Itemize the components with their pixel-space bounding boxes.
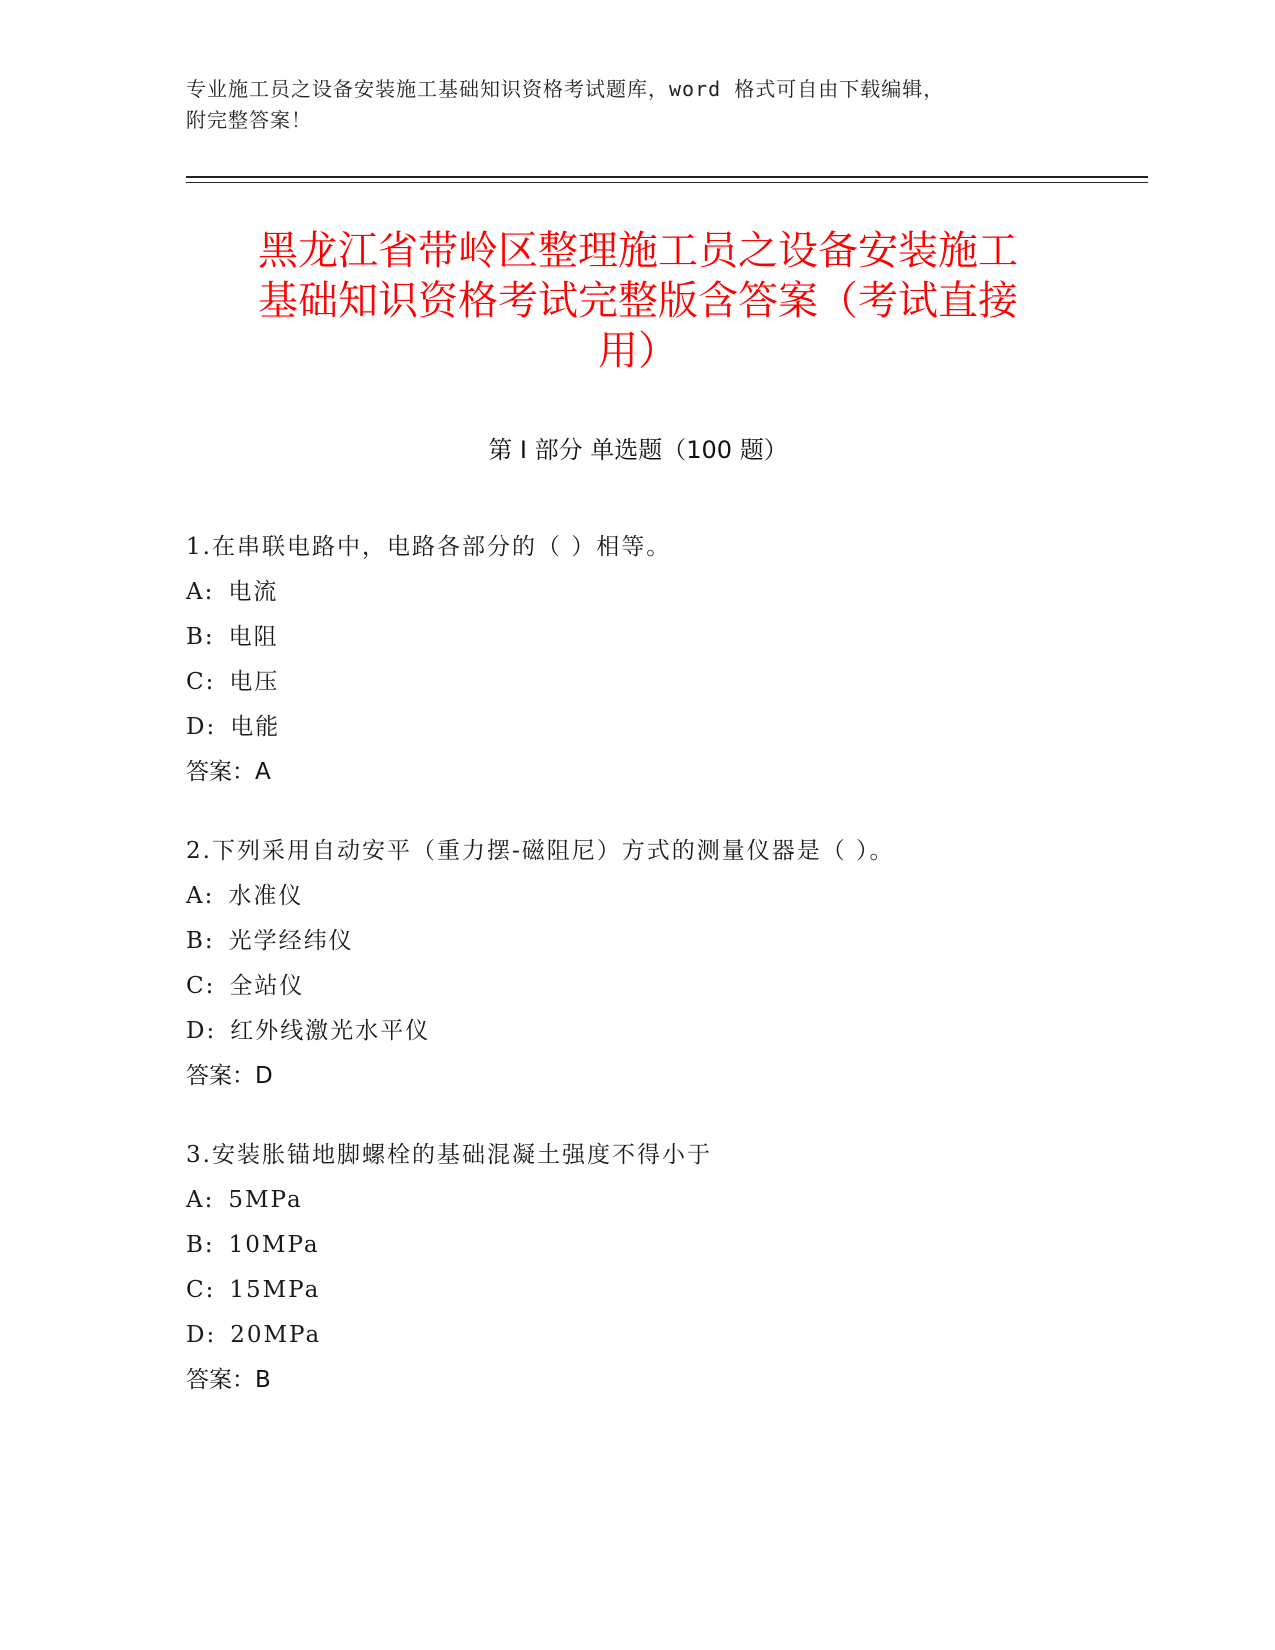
option-label: B: <box>186 1232 215 1258</box>
header-note-line-1: 专业施工员之设备安装施工基础知识资格考试题库，word 格式可自由下载编辑， <box>186 77 945 101</box>
option-b <box>186 615 1146 660</box>
document-title-line-3: 用） <box>598 328 678 374</box>
option-b <box>186 1223 1146 1268</box>
option-text: 全站仪 <box>229 973 305 999</box>
answer-line: 答案：B <box>186 1367 271 1393</box>
option-text: 水准仪 <box>228 883 304 909</box>
answer-line: 答案：A <box>186 759 271 785</box>
answer-line: 答案：D <box>186 1063 273 1089</box>
option-text: 15MPa <box>229 1277 321 1303</box>
option-c <box>186 964 1146 1009</box>
question-3 <box>186 1133 1146 1403</box>
option-label: B: <box>186 928 215 954</box>
option-text: 电流 <box>228 579 279 605</box>
question-stem: 3.安装胀锚地脚螺栓的基础混凝土强度不得小于 <box>186 1142 712 1168</box>
header-divider-thick <box>186 176 1148 178</box>
option-b <box>186 919 1146 964</box>
option-label: A: <box>186 883 215 909</box>
section-heading: 第 I 部分 单选题（100 题） <box>488 436 788 464</box>
option-label: D: <box>186 1322 217 1348</box>
question-stem: 2.下列采用自动安平（重力摆-磁阻尼）方式的测量仪器是（ ）。 <box>186 838 895 864</box>
option-label: A: <box>186 579 215 605</box>
option-label: D: <box>186 714 217 740</box>
option-label: C: <box>186 1277 216 1303</box>
option-text: 光学经纬仪 <box>228 928 354 954</box>
question-1 <box>186 525 1146 795</box>
option-text: 电能 <box>230 714 281 740</box>
option-a <box>186 874 1146 919</box>
option-label: A: <box>186 1187 215 1213</box>
option-text: 电阻 <box>228 624 279 650</box>
document-title <box>186 226 1090 376</box>
option-d <box>186 1313 1146 1358</box>
document-title-line-2: 基础知识资格考试完整版含答案（考试直接 <box>258 278 1018 324</box>
header-divider-thin <box>186 182 1148 183</box>
option-label: C: <box>186 669 216 695</box>
option-text: 电压 <box>229 669 280 695</box>
question-stem: 1.在串联电路中，电路各部分的（ ）相等。 <box>186 534 672 560</box>
question-2 <box>186 829 1146 1099</box>
option-d <box>186 705 1146 750</box>
option-text: 5MPa <box>228 1187 303 1213</box>
option-a <box>186 1178 1146 1223</box>
option-label: C: <box>186 973 216 999</box>
header-note-line-2: 附完整答案！ <box>186 108 312 132</box>
option-text: 20MPa <box>230 1322 322 1348</box>
option-label: D: <box>186 1018 217 1044</box>
option-label: B: <box>186 624 215 650</box>
option-c <box>186 660 1146 705</box>
header-note <box>186 74 1086 136</box>
option-a <box>186 570 1146 615</box>
option-c <box>186 1268 1146 1313</box>
option-d <box>186 1009 1146 1054</box>
document-title-line-1: 黑龙江省带岭区整理施工员之设备安装施工 <box>258 228 1018 274</box>
option-text: 红外线激光水平仪 <box>230 1018 431 1044</box>
option-text: 10MPa <box>228 1232 320 1258</box>
question-list <box>186 525 1146 1437</box>
